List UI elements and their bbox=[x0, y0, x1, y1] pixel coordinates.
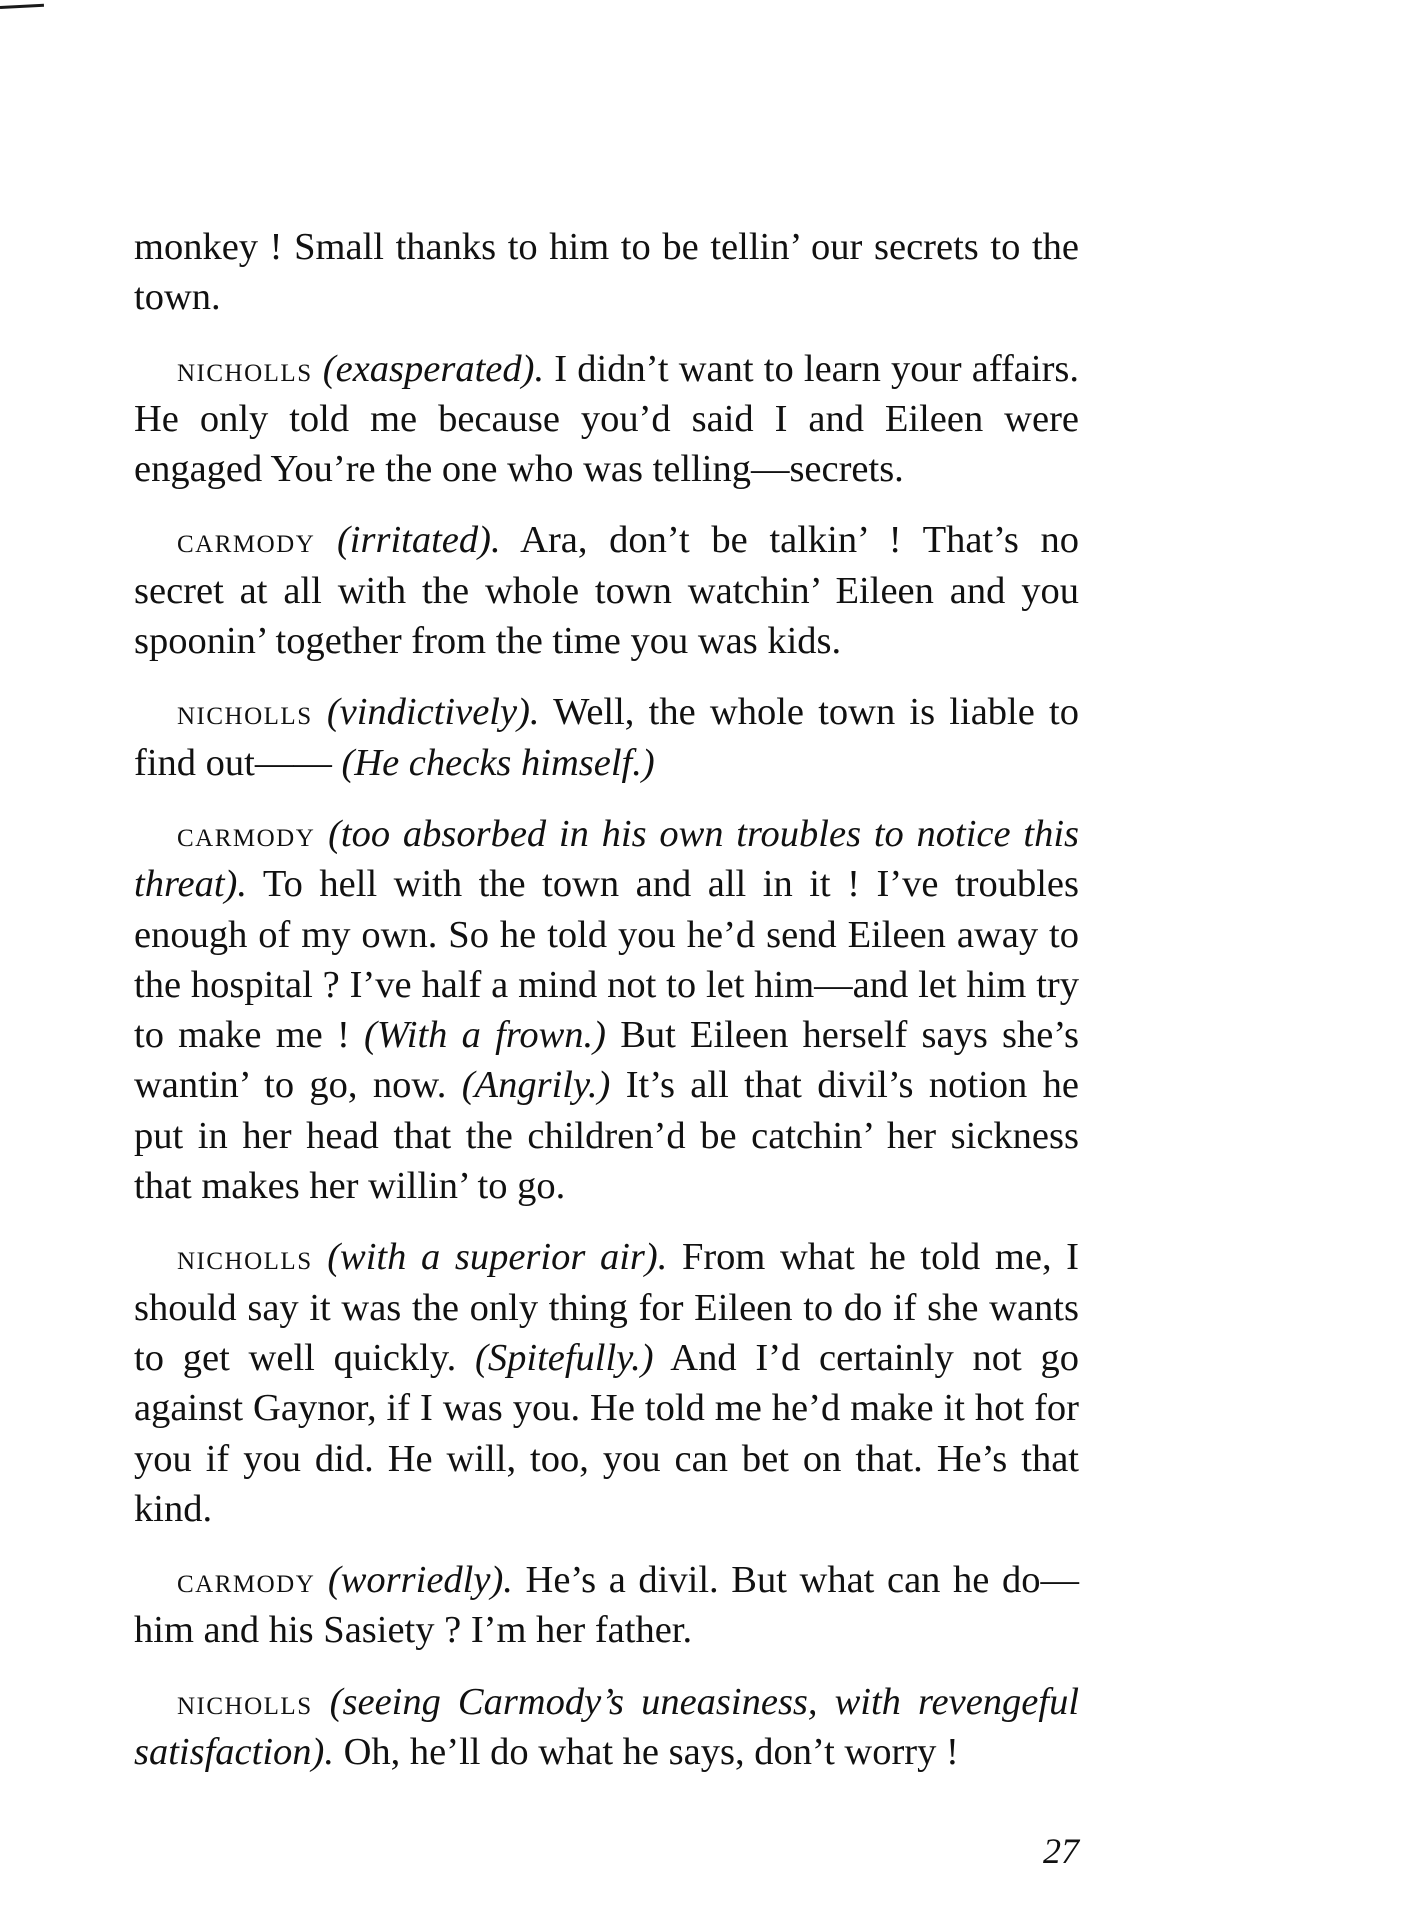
speech-carmody-3 bbox=[134, 1555, 1079, 1656]
stage-direction-inline: (Angrily.) bbox=[461, 1064, 611, 1107]
stage-direction: (with a superior air). bbox=[327, 1236, 668, 1279]
dialogue-text: It’s all that divil’s notion he put in her head that the children’d be catchin’ her sickness that makes her willin’ to go. bbox=[134, 1064, 1079, 1208]
stage-direction-inline: (He checks himself.) bbox=[341, 741, 655, 784]
speech-nicholls-3 bbox=[134, 1232, 1079, 1534]
dialogue-text: From what he told me, I should say it was the only thing for Eileen to do if she wants to get well quickly. bbox=[134, 1236, 1080, 1379]
stage-direction: (exasperated). bbox=[322, 347, 545, 390]
dialogue-text: But Eileen herself says she’s wantin’ to go, now. bbox=[134, 1014, 1080, 1107]
page-body bbox=[134, 222, 1079, 1798]
stage-direction-inline: (Spitefully.) bbox=[475, 1336, 654, 1379]
dialogue-text: And I’d certainly not go against Gaynor, if I was you. He told me he’d make it hot for you if you did. He will, too, you can bet on that. He’s that kind. bbox=[134, 1336, 1080, 1530]
speech-carmody-1 bbox=[134, 515, 1079, 666]
speech-nicholls-1 bbox=[134, 344, 1079, 495]
speaker-name: carmody bbox=[177, 813, 316, 854]
speaker-name: nicholls bbox=[177, 1237, 313, 1278]
stage-direction: (too absorbed in his own troubles to notice this threat). bbox=[134, 812, 1080, 906]
speech-nicholls-4 bbox=[134, 1677, 1079, 1778]
stage-direction-inline: (With a frown.) bbox=[364, 1014, 606, 1057]
speech-nicholls-2 bbox=[134, 687, 1079, 788]
stage-direction: (worriedly). bbox=[327, 1559, 513, 1602]
dialogue-text: I didn’t want to learn your affairs. He only told me because you’d said I and Eileen were engaged You’re the one who was telling—secrets. bbox=[134, 347, 1080, 491]
speaker-name: nicholls bbox=[177, 1681, 313, 1722]
dialogue-text: To hell with the town and all in it ! I’ve troubles enough of my own. So he told you he’d send Eileen away to the hospital ? I’ve half a mind not to let him—and let him try to make me ! bbox=[134, 863, 1079, 1057]
speaker-name: carmody bbox=[177, 1560, 316, 1601]
speaker-name: nicholls bbox=[177, 348, 313, 389]
page-number: 27 bbox=[1043, 1831, 1079, 1871]
stage-direction: (seeing Carmody’s uneasiness, with revengeful satisfaction). bbox=[134, 1680, 1080, 1774]
stage-direction: (vindictively). bbox=[326, 691, 540, 734]
dialogue-text: Well, the whole town is liable to find out—— bbox=[134, 691, 1079, 784]
stage-direction: (irritated). bbox=[336, 519, 501, 562]
scan-edge-mark bbox=[0, 4, 44, 9]
dialogue-text: Oh, he’ll do what he says, don’t worry ! bbox=[343, 1731, 959, 1774]
dialogue-text: Ara, don’t be talkin’ ! That’s no secret at all with the whole town watchin’ Eileen and you spoonin’ together from the time you was kids. bbox=[134, 519, 1079, 663]
speaker-name: carmody bbox=[177, 520, 316, 561]
dialogue-text: He’s a divil. But what can he do—him and his Sasiety ? I’m her father. bbox=[134, 1559, 1079, 1652]
speech-carmody-2 bbox=[134, 809, 1079, 1211]
speaker-name: nicholls bbox=[177, 692, 313, 733]
opening-line: monkey ! Small thanks to him to be tellin’ our secrets to the town. bbox=[134, 226, 1079, 319]
